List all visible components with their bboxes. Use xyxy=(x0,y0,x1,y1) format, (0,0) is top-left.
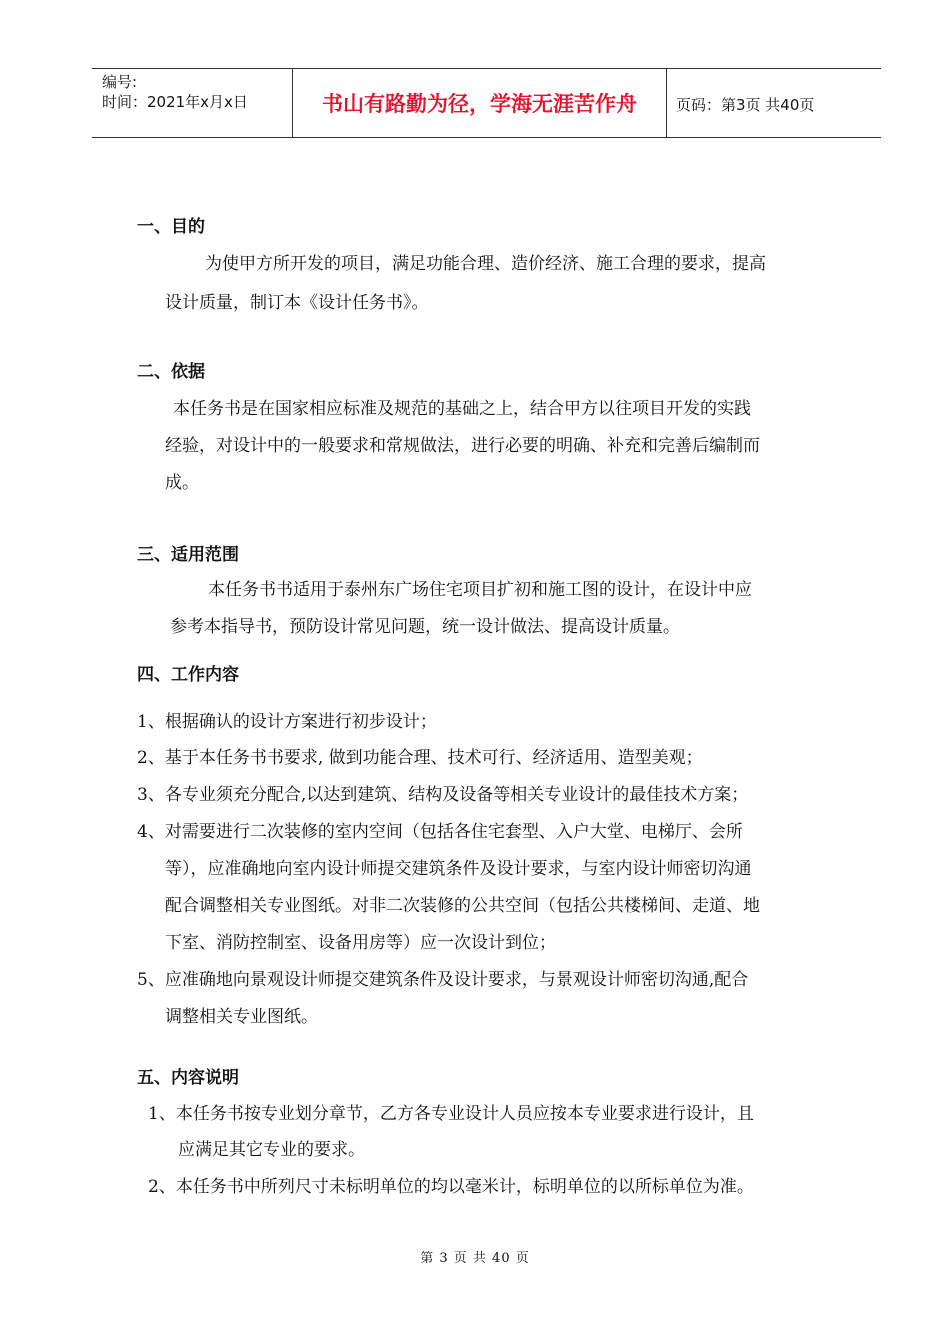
section-4-line-5: 等），应准确地向室内设计师提交建筑条件及设计要求，与室内设计师密切沟通 xyxy=(165,859,752,879)
section-5-line-1: 1、本任务书按专业划分章节，乙方各专业设计人员应按本专业要求进行设计，且 xyxy=(148,1104,754,1124)
section-5-line-2: 应满足其它专业的要求。 xyxy=(178,1140,365,1160)
time-line: 时间：2021年x月x日 xyxy=(102,93,248,111)
section-2-title: 二、依据 xyxy=(137,362,205,382)
number-label: 编号: xyxy=(102,73,138,91)
section-5-line-3: 2、本任务书中所列尺寸未标明单位的均以毫米计，标明单位的以所标单位为准。 xyxy=(148,1177,754,1197)
section-1-line-1: 为使甲方所开发的项目，满足功能合理、造价经济、施工合理的要求，提高 xyxy=(205,254,766,274)
section-4-title: 四、工作内容 xyxy=(137,665,239,685)
section-1-line-2: 设计质量，制订本《设计任务书》。 xyxy=(165,293,429,313)
page-info: 页码：第3页 共40页 xyxy=(676,96,815,114)
section-4-line-4: 4、对需要进行二次装修的室内空间（包括各住宅套型、入户大堂、电梯厅、会所 xyxy=(137,822,743,842)
header-meta xyxy=(92,69,292,137)
header-motto-cell xyxy=(292,69,667,137)
section-4-line-2: 2、基于本任务书书要求, 做到功能合理、技术可行、经济适用、造型美观； xyxy=(137,748,703,768)
section-2-line-3: 成。 xyxy=(165,473,199,493)
section-4-line-7: 下室、消防控制室、设备用房等）应一次设计到位； xyxy=(165,933,556,953)
page-header xyxy=(92,68,881,138)
section-4-line-9: 调整相关专业图纸。 xyxy=(165,1007,318,1027)
page-footer: 第 3 页 共 40 页 xyxy=(420,1251,530,1266)
section-4-line-3: 3、各专业须充分配合,以达到建筑、结构及设备等相关专业设计的最佳技术方案； xyxy=(137,785,749,805)
section-4-line-6: 配合调整相关专业图纸。对非二次装修的公共空间（包括公共楼梯间、走道、地 xyxy=(165,896,760,916)
section-4-line-8: 5、应准确地向景观设计师提交建筑条件及设计要求，与景观设计师密切沟通,配合 xyxy=(137,970,749,990)
header-page-cell xyxy=(666,69,881,137)
section-3-line-1: 本任务书书适用于泰州东广场住宅项目扩初和施工图的设计，在设计中应 xyxy=(208,580,752,600)
section-2-line-2: 经验，对设计中的一般要求和常规做法，进行必要的明确、补充和完善后编制而 xyxy=(165,436,760,456)
section-3-line-2: 参考本指导书，预防设计常见问题，统一设计做法、提高设计质量。 xyxy=(170,617,680,637)
section-4-line-1: 1、根据确认的设计方案进行初步设计； xyxy=(137,712,437,732)
section-3-title: 三、适用范围 xyxy=(137,545,239,565)
motto: 书山有路勤为径，学海无涯苦作舟 xyxy=(322,92,637,116)
section-1-title: 一、目的 xyxy=(137,217,205,237)
section-5-title: 五、内容说明 xyxy=(137,1068,239,1088)
section-2-line-1: 本任务书是在国家相应标准及规范的基础之上，结合甲方以往项目开发的实践 xyxy=(173,399,751,419)
